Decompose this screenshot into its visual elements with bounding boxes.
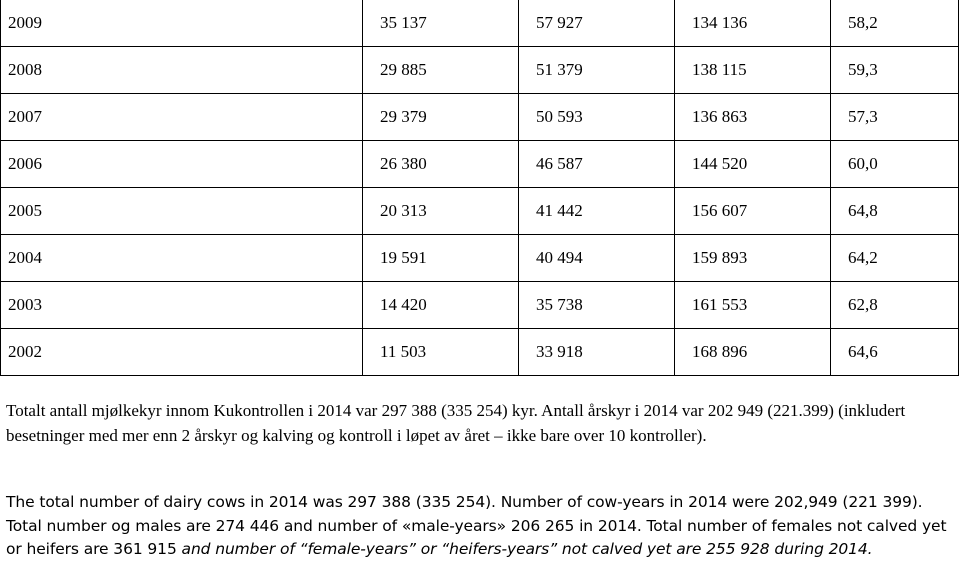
table-row — [1, 47, 959, 94]
table-row — [1, 141, 959, 188]
year-cell: 2007 — [1, 94, 363, 141]
value-cell: 41 442 — [519, 188, 675, 235]
year-cell: 2003 — [1, 282, 363, 329]
value-cell: 14 420 — [363, 282, 519, 329]
value-cell: 156 607 — [675, 188, 831, 235]
value-cell: 57,3 — [831, 94, 959, 141]
note-english-italic: and number of “female-years” or “heifers-years” not calved yet are 255 928 during 2014. — [176, 540, 873, 558]
note-norwegian: Totalt antall mjølkekyr innom Kukontrollen i 2014 var 297 388 (335 254) kyr. Antall årskyr i 2014 var 202 949 (221.399) (inkludert besetninger med mer enn 2 årskyr og kalving og kontroll i løpet av året – ikke bare over 10 kontroller). — [6, 401, 906, 445]
year-cell: 2004 — [1, 235, 363, 282]
value-cell: 46 587 — [519, 141, 675, 188]
table-row — [1, 0, 959, 47]
table-row — [1, 282, 959, 329]
value-cell: 144 520 — [675, 141, 831, 188]
year-cell: 2002 — [1, 329, 363, 376]
value-cell: 60,0 — [831, 141, 959, 188]
value-cell: 26 380 — [363, 141, 519, 188]
note-english-plain: The total number of dairy cows in 2014 was 297 388 (335 254). Number of cow-years in 2014 were 202,949 (221 399). Total number og males are 274 446 and number of «male-years» 206 265 in 2014. Total number of females not calved yet or heifers are 361 915 — [6, 493, 947, 558]
note-english — [6, 491, 956, 562]
value-cell: 35 137 — [363, 0, 519, 47]
value-cell: 50 593 — [519, 94, 675, 141]
value-cell: 57 927 — [519, 0, 675, 47]
value-cell: 138 115 — [675, 47, 831, 94]
value-cell: 168 896 — [675, 329, 831, 376]
year-cell: 2008 — [1, 47, 363, 94]
value-cell: 161 553 — [675, 282, 831, 329]
value-cell: 64,8 — [831, 188, 959, 235]
value-cell: 51 379 — [519, 47, 675, 94]
value-cell: 33 918 — [519, 329, 675, 376]
value-cell: 58,2 — [831, 0, 959, 47]
value-cell: 29 885 — [363, 47, 519, 94]
year-cell: 2006 — [1, 141, 363, 188]
value-cell: 159 893 — [675, 235, 831, 282]
value-cell: 35 738 — [519, 282, 675, 329]
value-cell: 62,8 — [831, 282, 959, 329]
table-row — [1, 188, 959, 235]
value-cell: 134 136 — [675, 0, 831, 47]
table-row — [1, 329, 959, 376]
value-cell: 11 503 — [363, 329, 519, 376]
table-row — [1, 94, 959, 141]
table-row — [1, 235, 959, 282]
value-cell: 20 313 — [363, 188, 519, 235]
table-body — [1, 0, 959, 376]
value-cell: 59,3 — [831, 47, 959, 94]
value-cell: 64,2 — [831, 235, 959, 282]
value-cell: 64,6 — [831, 329, 959, 376]
value-cell: 136 863 — [675, 94, 831, 141]
value-cell: 29 379 — [363, 94, 519, 141]
value-cell: 40 494 — [519, 235, 675, 282]
value-cell: 19 591 — [363, 235, 519, 282]
year-cell: 2009 — [1, 0, 363, 47]
year-cell: 2005 — [1, 188, 363, 235]
